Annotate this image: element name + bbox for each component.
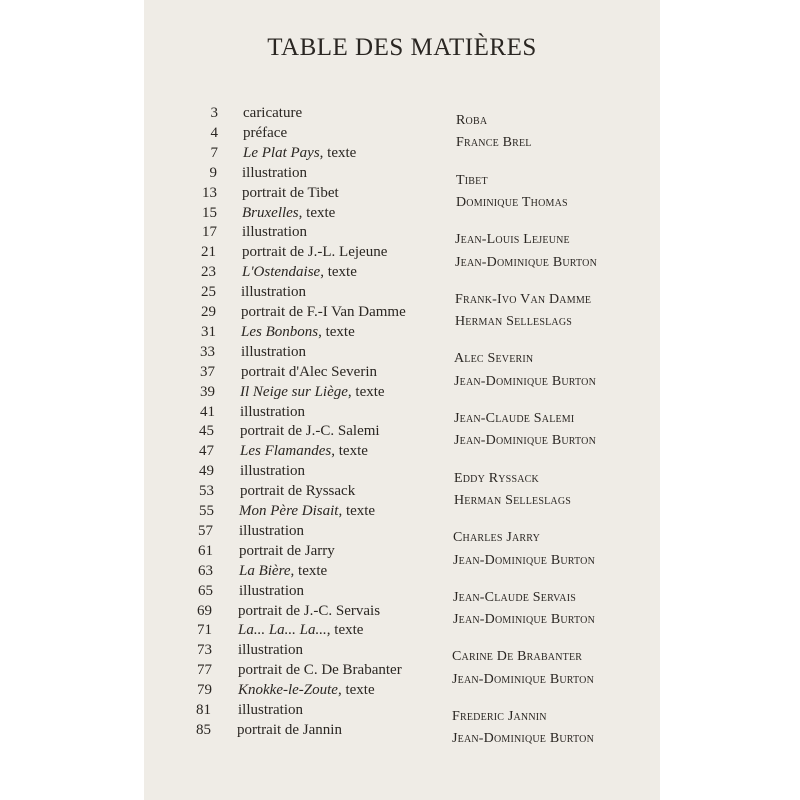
entry-page-number: 9 <box>209 164 217 181</box>
entry-description <box>242 243 387 261</box>
entry-author: Eddy Ryssack <box>454 470 539 486</box>
entry-description <box>243 124 287 142</box>
entry-page-number: 15 <box>202 204 217 221</box>
entry-description <box>240 422 380 440</box>
entry-author: Jean-Dominique Burton <box>452 731 595 747</box>
entry-author: Herman Selleslags <box>455 314 573 330</box>
book-page <box>144 0 660 800</box>
entry-text: , texte <box>290 562 328 579</box>
entry-description <box>241 363 377 381</box>
entry-description <box>238 602 380 620</box>
entry-text: , texte <box>347 383 385 400</box>
entry-text: portrait de Jarry <box>239 542 335 559</box>
entry-page-number: 53 <box>199 483 214 500</box>
entry-text: portrait de J.-C. Servais <box>238 602 381 619</box>
entry-author: Jean-Dominique Burton <box>453 612 596 628</box>
entry-page-number: 65 <box>198 582 213 599</box>
entry-title-italic: Mon Père Disait <box>239 503 339 519</box>
entry-author: Carine De Brabanter <box>452 649 583 665</box>
entry-page-number: 7 <box>210 144 218 161</box>
entry-description <box>239 502 375 520</box>
entry-description <box>243 104 302 122</box>
entry-description <box>242 223 307 241</box>
entry-page-number: 39 <box>200 383 215 400</box>
entry-text: illustration <box>240 403 305 420</box>
entry-description <box>238 661 402 679</box>
entry-author: Jean-Claude Salemi <box>454 411 575 426</box>
entry-description <box>241 343 306 361</box>
entry-text: portrait de Tibet <box>242 184 339 201</box>
entry-text: illustration <box>242 164 307 181</box>
entry-page-number: 69 <box>197 602 212 619</box>
entry-text: , texte <box>298 204 336 221</box>
entry-author: Jean-Dominique Burton <box>453 552 596 568</box>
entry-page-number: 57 <box>198 522 213 539</box>
entry-description <box>240 403 305 421</box>
entry-description <box>238 621 363 639</box>
entry-title-italic: Knokke-le-Zoute <box>238 682 338 699</box>
entry-page-number: 25 <box>201 284 216 301</box>
entry-description <box>243 144 356 162</box>
entry-description <box>242 164 307 182</box>
entry-author: Charles Jarry <box>453 530 541 546</box>
entry-author: Jean-Dominique Burton <box>452 671 595 687</box>
entry-text: portrait de F.-I Van Damme <box>241 304 406 320</box>
entry-text: , texte <box>337 682 375 699</box>
entry-description <box>240 383 385 401</box>
entry-description <box>237 721 342 739</box>
entry-text: caricature <box>243 105 303 121</box>
entry-title-italic: Les Flamandes <box>240 443 332 460</box>
entry-page-number: 13 <box>202 184 217 201</box>
entry-page-number: 61 <box>198 542 213 559</box>
entry-page-number: 37 <box>200 363 215 380</box>
entry-author: Frank-Ivo Van Damme <box>455 291 592 307</box>
entry-text: , texte <box>331 443 368 460</box>
entry-text: portrait de C. De Brabanter <box>238 662 402 679</box>
entry-page-number: 73 <box>197 642 212 659</box>
entry-author: Roba <box>456 113 488 128</box>
entry-page-number: 81 <box>196 702 211 718</box>
entry-author: Herman Selleslags <box>454 492 572 508</box>
entry-author: Dominique Thomas <box>456 194 568 210</box>
entry-title-italic: Les Bonbons <box>241 323 319 340</box>
entry-text: portrait de J.-L. Lejeune <box>242 244 388 261</box>
entry-author: Tibet <box>456 172 488 188</box>
entry-title-italic: La Bière <box>239 562 291 579</box>
entry-page-number: 71 <box>197 622 212 639</box>
entry-title-italic: Il Neige sur Liège <box>240 383 348 400</box>
entry-description <box>240 482 355 500</box>
entry-page-number: 29 <box>201 304 216 320</box>
entry-author: Jean-Dominique Burton <box>454 433 597 449</box>
entry-author: Jean-Dominique Burton <box>454 373 597 389</box>
entry-text: illustration <box>238 642 303 659</box>
entry-title-italic: Bruxelles <box>242 204 299 221</box>
entry-description <box>242 263 357 281</box>
entry-page-number: 31 <box>201 323 216 340</box>
page-title: TABLE DES MATIÈRES <box>267 34 537 61</box>
entry-title-italic: L'Ostendaise <box>242 264 321 281</box>
entry-description <box>240 442 368 460</box>
entry-text: , texte <box>319 144 357 161</box>
entry-page-number: 77 <box>197 662 212 679</box>
entry-page-number: 23 <box>201 264 216 281</box>
entry-text: illustration <box>239 582 304 599</box>
entry-page-number: 85 <box>196 721 211 738</box>
entry-description <box>238 701 303 719</box>
entry-description <box>239 562 327 580</box>
entry-description <box>241 283 306 301</box>
entry-page-number: 47 <box>199 443 214 460</box>
entry-author: Frederic Jannin <box>452 709 547 724</box>
entry-page-number: 33 <box>200 343 215 360</box>
entry-title-italic: Le Plat Pays <box>243 144 320 161</box>
entry-author: Jean-Dominique Burton <box>455 254 598 270</box>
entry-page-number: 55 <box>199 503 214 519</box>
entry-text: , texte <box>320 264 357 281</box>
entry-description <box>239 582 304 600</box>
entry-text: , texte <box>326 622 364 639</box>
entry-description <box>241 323 355 341</box>
entry-description <box>242 184 339 202</box>
entry-description <box>240 462 305 480</box>
entry-text: illustration <box>240 463 305 480</box>
entry-description <box>242 204 335 222</box>
entry-text: illustration <box>238 702 303 718</box>
entry-page-number: 17 <box>202 224 217 241</box>
entry-text: portrait de Jannin <box>237 721 342 738</box>
entry-page-number: 79 <box>197 682 212 699</box>
entry-description <box>241 303 406 321</box>
entry-description <box>239 542 335 560</box>
entry-text: portrait de J.-C. Salemi <box>240 423 380 440</box>
entry-text: illustration <box>239 522 304 539</box>
entry-text: portrait d'Alec Severin <box>241 363 377 380</box>
entry-page-number: 3 <box>210 105 218 121</box>
entry-page-number: 49 <box>199 463 214 480</box>
entry-text: , texte <box>318 323 355 340</box>
entry-description <box>238 641 303 659</box>
entry-title-italic: La... La... La... <box>238 622 327 639</box>
entry-page-number: 21 <box>201 244 216 261</box>
entry-author: Alec Severin <box>454 351 534 367</box>
entry-text: illustration <box>242 224 307 241</box>
entry-page-number: 45 <box>199 423 214 440</box>
entry-page-number: 63 <box>198 562 213 579</box>
entry-page-number: 4 <box>210 124 218 141</box>
entry-text: , texte <box>338 503 376 519</box>
entry-description <box>239 522 304 540</box>
entry-text: portrait de Ryssack <box>240 483 356 500</box>
entry-author: France Brel <box>456 135 532 151</box>
entry-text: illustration <box>241 284 306 301</box>
entry-author: Jean-Louis Lejeune <box>455 232 570 248</box>
entry-description <box>238 681 375 699</box>
entry-page-number: 41 <box>200 403 215 420</box>
entry-author: Jean-Claude Servais <box>453 589 576 605</box>
entry-text: illustration <box>241 343 306 360</box>
entry-text: préface <box>243 124 288 141</box>
